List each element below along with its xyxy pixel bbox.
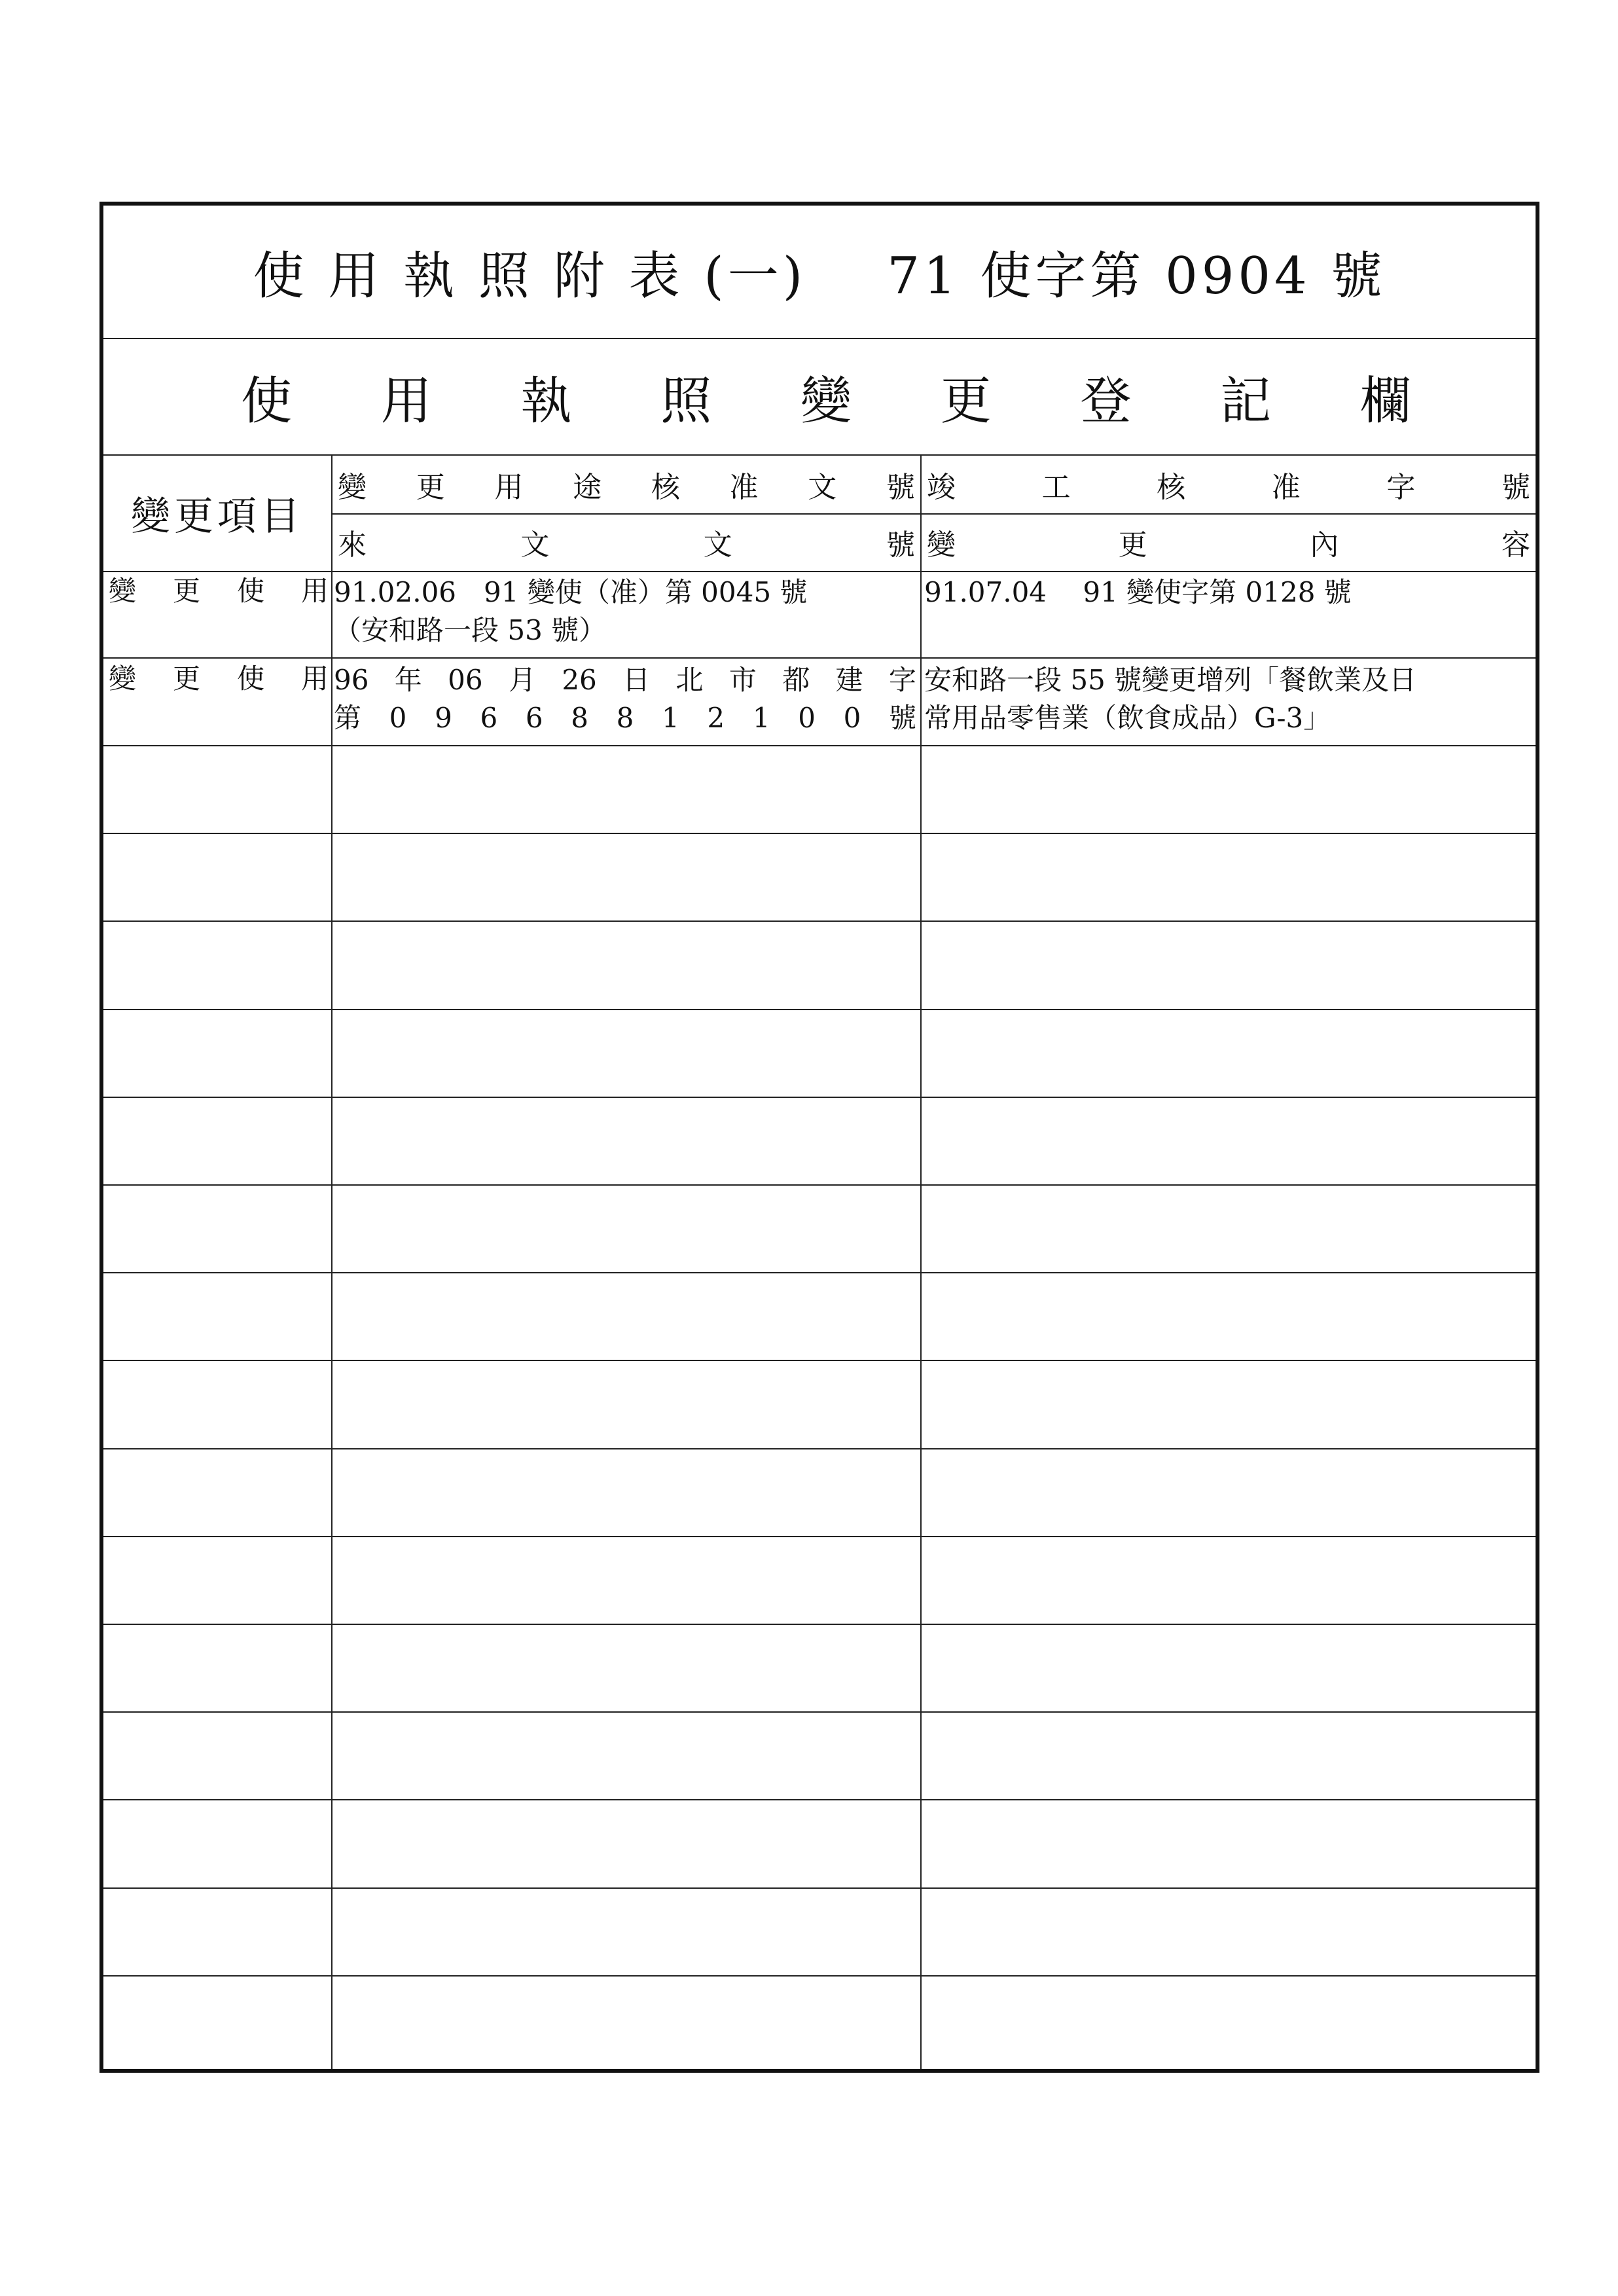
row-divider (103, 920, 1536, 922)
row-item-char: 更 (172, 575, 200, 607)
header-char: 文 (520, 528, 550, 562)
row-doc-char: 0 (798, 702, 816, 734)
row-2-content-line-2: 常用品零售業（飲食成品）G-3」 (924, 702, 1331, 734)
row-item-char: 更 (172, 663, 200, 695)
row-divider (103, 1272, 1536, 1273)
row-2-change-item (109, 660, 329, 698)
header-char: 核 (1157, 471, 1186, 504)
row-divider (103, 1975, 1536, 1977)
row-2-doc-line-1 (334, 661, 916, 699)
column-divider (920, 456, 922, 2069)
row-divider (103, 1536, 1536, 1537)
row-item-char: 使 (236, 663, 264, 695)
row-doc-char: 年 (394, 664, 422, 696)
row-divider (103, 1097, 1536, 1098)
header-approval-no (333, 456, 920, 513)
row-doc-char: 日 (622, 664, 651, 696)
subtitle-char: 更 (940, 372, 992, 431)
header-document-no (333, 513, 920, 571)
header-char: 竣 (927, 471, 956, 504)
header-char: 號 (1501, 471, 1530, 504)
subtitle-char: 欄 (1359, 372, 1411, 431)
subtitle-char: 變 (800, 372, 852, 431)
row-doc-char: 8 (571, 702, 588, 734)
header-char: 變 (927, 528, 956, 562)
header-completion-no (922, 456, 1536, 513)
row-doc-char: 2 (707, 702, 725, 734)
table-subtitle (103, 339, 1536, 456)
row-doc-char: 9 (435, 702, 452, 734)
row-doc-char: 市 (728, 664, 757, 696)
row-item-char: 使 (236, 575, 264, 607)
row-doc-char: 建 (835, 664, 863, 696)
row-1-change-item (109, 572, 329, 610)
subtitle-char: 登 (1080, 372, 1132, 431)
title-license-number: 71 使字第 0904 號 (887, 247, 1386, 306)
header-char: 准 (729, 471, 759, 504)
header-char: 變 (338, 471, 367, 504)
row-doc-char: 6 (525, 702, 543, 734)
header-char: 文 (703, 528, 732, 562)
row-divider (103, 1799, 1536, 1800)
row-doc-char: 96 (334, 664, 369, 696)
row-doc-char: 6 (480, 702, 498, 734)
row-item-char: 變 (109, 575, 137, 607)
row-divider (103, 1184, 1536, 1186)
row-doc-char: 8 (616, 702, 634, 734)
row-divider (103, 833, 1536, 834)
row-doc-char: 字 (888, 664, 916, 696)
row-doc-char: 北 (675, 664, 704, 696)
row-doc-char: 月 (508, 664, 536, 696)
license-table (99, 202, 1539, 2073)
header-char: 核 (651, 471, 680, 504)
header-char: 內 (1310, 528, 1339, 562)
row-doc-char: 0 (843, 702, 861, 734)
subtitle-char: 執 (520, 372, 572, 431)
row-1-content-line-1: 91.07.04 91 變使字第 0128 號 (924, 576, 1352, 608)
header-char: 途 (573, 471, 602, 504)
subtitle-char: 記 (1220, 372, 1272, 431)
row-doc-char: 26 (562, 664, 597, 696)
header-char: 准 (1271, 471, 1301, 504)
row-divider (103, 1887, 1536, 1889)
subtitle-char: 照 (660, 372, 712, 431)
title-form-name: 使 用 執 照 附 表 (一) (253, 247, 807, 306)
row-doc-char: 0 (389, 702, 407, 734)
header-char: 用 (494, 471, 524, 504)
subtitle-char: 使 (241, 372, 293, 431)
row-doc-char: 都 (782, 664, 810, 696)
header-change-item: 變更項目 (131, 494, 304, 539)
row-divider (103, 1624, 1536, 1625)
header-change-content (922, 513, 1536, 571)
subtitle-char: 用 (380, 372, 432, 431)
subtitle-text (103, 360, 1536, 433)
row-2-content-line-1: 安和路一段 55 號變更增列「餐飲業及日 (924, 664, 1417, 696)
row-1-doc-line-2: （安和路一段 53 號） (334, 614, 607, 646)
row-item-char: 用 (300, 663, 329, 695)
header-char: 號 (886, 471, 915, 504)
row-divider (103, 1360, 1536, 1361)
row-divider (103, 1009, 1536, 1010)
row-divider (103, 1448, 1536, 1449)
header-char: 更 (1118, 528, 1147, 562)
row-divider (103, 745, 1536, 746)
row-doc-char: 06 (448, 664, 483, 696)
header-char: 更 (416, 471, 445, 504)
header-char: 來 (338, 528, 367, 562)
row-doc-char: 1 (662, 702, 679, 734)
header-char: 號 (886, 528, 915, 562)
row-doc-char: 號 (888, 702, 916, 734)
header-char: 字 (1386, 471, 1416, 504)
header-char: 工 (1041, 471, 1071, 504)
row-item-char: 變 (109, 663, 137, 695)
row-1-doc-line-1: 91.02.06 91 變使（准）第 0045 號 (334, 576, 808, 608)
row-doc-char: 1 (752, 702, 770, 734)
row-divider (103, 1711, 1536, 1713)
column-divider (331, 456, 333, 2069)
row-divider (103, 657, 1536, 659)
row-doc-char: 第 (334, 702, 362, 734)
row-2-doc-line-2 (334, 699, 916, 737)
header-char: 文 (808, 471, 837, 504)
row-item-char: 用 (300, 575, 329, 607)
table-title (103, 206, 1536, 339)
header-char: 容 (1501, 528, 1530, 562)
